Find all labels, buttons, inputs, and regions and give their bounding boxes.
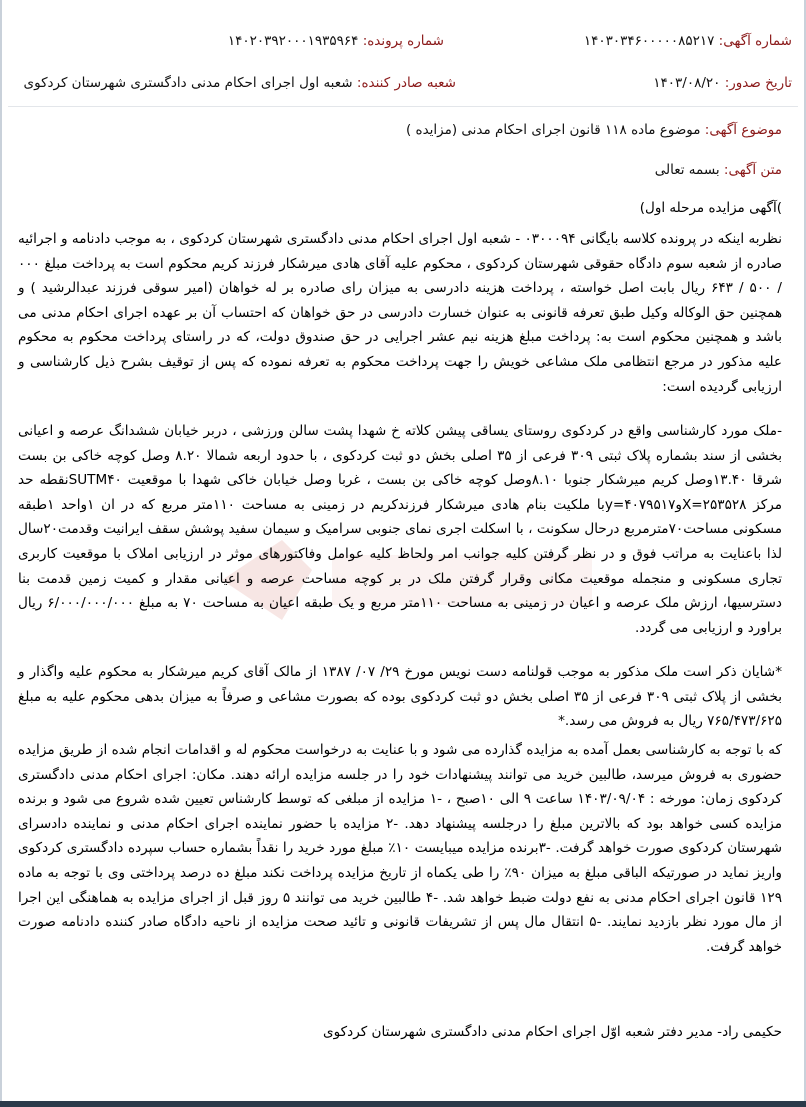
case-number-label: شماره پرونده: bbox=[362, 33, 444, 49]
issuer-value: شعبه اول اجرای احکام مدنی دادگستری شهرستان کردکوی bbox=[23, 75, 353, 91]
subject-line bbox=[406, 118, 782, 142]
paragraph-auction-terms bbox=[18, 738, 782, 959]
bottom-bar bbox=[0, 1101, 806, 1107]
header-row-issue bbox=[0, 70, 804, 96]
issue-date-label: تاریخ صدور: bbox=[724, 75, 792, 91]
signature-text: حکیمی راد- مدیر دفتر شعبه اوّل اجرای احکام مدنی دادگستری شهرستان کردکوی bbox=[323, 1024, 782, 1040]
paragraph-property bbox=[18, 419, 782, 640]
issue-date-value: ۱۴۰۳/۰۸/۲۰ bbox=[653, 75, 721, 91]
paragraph-text: *شایان ذکر است ملک مذکور به موجب قولنامه دست نویس مورخ ۲۹/ ۰۷/ ۱۳۸۷ از مالک آقای کریم میرشکار به محکوم علیه واگذار و بخشی از پلاک ثبتی ۳۰۹ فرعی از ۳۵ اصلی بخش دو ثبت کردکوی بوده که بصورت مشاعی و صرفاً به میزان بدهی محکوم علیه به مبلغ ۷۶۵/۴۷۳/۶۲۵ ریال به فروش می رسد.* bbox=[18, 664, 783, 730]
paragraph-text: -ملک مورد کارشناسی واقع در کردکوی روستای یساقی پیشن کلاته خ شهدا پشت سالن ورزشی ، دربر خیابان ششدانگ عرصه و اعیانی بخشی از سند بشماره پلاک ثبتی ۳۰۹ فرعی از ۳۵ اصلی بخش دو ثبت کردکوی ، با حدود اربعه شمالا ۸.۲۰ وصل کوچه خاکی بن بست شرقا ۱۳.۴۰وصل کریم میرشکار جنوبا ۸.۱۰وصل کوچه خاکی بن بست ، غربا وصل خیابان خاکی شهدا با موقعیت SUTM۴۰نقطه حد مرکز X=۲۵۳۵۲۸وy=۴۰۷۹۵۱۷با ملکیت بنام هادی میرشکار فرزندکریم در زمینی به مساحت ۱۱۰متر مربع که در ان ۱واحد ۱طبقه مسکونی مساحت۷۰مترمربع درحال سکونت ، با اسکلت اجری نمای جنوبی سرامیک و سیمان سفید پوشش سقف ایرانیت وقدمت۲۰سال لذا باعنایت به مراتب فوق و در نظر گرفتن کلیه جوانب امر ولحاظ کلیه عوامل وفاکتورهای موثر در ارزیابی املاک با موقعیت کاربری تجاری مسکونی و منجمله موقعیت مکانی وقرار گرفتن ملک در بر کوچه مساحت عرصه و اعیانی مقدار و کمیت زمین قدمت بنا دسترسیها، ارزش ملک عرصه و اعیان در زمینی به مساحت ۱۱۰متر مربع و یک طبقه اعیان به مساحت ۷۰ به مبلغ ۶/۰۰۰/۰۰۰/۰۰۰ ریال براورد و ارزیابی می گردد. bbox=[18, 423, 783, 636]
case-number-value: ۱۴۰۲۰۳۹۲۰۰۰۱۹۳۵۹۶۴ bbox=[227, 33, 359, 49]
text-intro-label: متن آگهی: bbox=[723, 162, 782, 178]
text-intro-value: بسمه تعالی bbox=[654, 162, 720, 178]
paragraph-text: نظربه اینکه در پرونده کلاسه بایگانی ۰۳۰۰۰۹۴ - شعبه اول اجرای احکام مدنی دادگستری شهرستان کردکوی ، به موجب دادنامه و اجرائیه صادره از شعبه سوم دادگاه حقوقی شهرستان کردکوی ، محکوم علیه آقای هادی میرشکار فرزند کریم محکوم است به پرداخت مبلغ ۰۰۰ / ۵۰۰ / ۶۴۳ ریال بابت اصل خواسته ، پرداخت هزینه دادرسی به میزان رای صادره بر له خواهان (امیر سوقی فرزند عبدالرشید ) و همچنین حق الوکاله وکیل طبق تعرفه قانونی به عنوان خسارت دادرسی در حق خواهان که احتساب آن بر عهده اجرای احکام مدنی می باشد و همچنین محکوم است به: پرداخت مبلغ هزینه نیم عشر اجرایی در حق صندوق دولت، که در راستای پرداخت محکوم به محکوم علیه مذکور در مرجع انتظامی ملک مشاعی خویش را جهت پرداخت محکوم به تعرفه نموده که پس از توقیف بشرح ذیل کارشناسی و ارزیابی گردیده است: bbox=[18, 231, 782, 395]
notice-number bbox=[584, 28, 792, 54]
paragraph-intro bbox=[18, 227, 782, 399]
case-number bbox=[228, 28, 444, 54]
subject-value: موضوع ماده ۱۱۸ قانون اجرای احکام مدنی (مزایده ) bbox=[405, 122, 701, 138]
issuer bbox=[24, 70, 456, 96]
subject-label: موضوع آگهی: bbox=[704, 122, 782, 138]
paragraph-note bbox=[18, 660, 782, 734]
notice-number-value: ۱۴۰۳۰۳۴۶۰۰۰۰۰۸۵۲۱۷ bbox=[583, 33, 715, 49]
divider bbox=[8, 106, 798, 107]
issuer-label: شعبه صادر کننده: bbox=[356, 75, 456, 91]
signature-line bbox=[18, 1020, 782, 1045]
header-row-numbers bbox=[0, 28, 804, 54]
paragraph-text: که با توجه به کارشناسی بعمل آمده به مزایده گذارده می شود و با عنایت به درخواست محکوم له و اقدامات انجام شده از طریق مزایده حضوری به فروش میرسد، طالبین خرید می توانند پیشنهادات خود را در جلسه مزایده ارائه دهند. مکان: اجرای احکام مدنی دادگستری کردکوی زمان: مورخه : ۱۴۰۳/۰۹/۰۴ ساعت ۹ الی ۱۰صبح ، -۱ مزایده از مبلغی که توسط کارشناس تعیین شده شروع می شود و برنده مزایده کسی خواهد بود که بالاترین مبلغ را درجلسه پیشنهاد دهد. -۲ مزایده با حضور نماینده اجرای احکام مدنی و نماینده دادسرای شهرستان کردکوی صورت خواهد گرفت. -۳برنده مزایده میبایست ۱۰٪ مبلغ مورد خرید را نقداً بشماره حساب سپرده دادگستری کردکوی واریز نماید در صورتیکه الباقی مبلغ به میزان ۹۰٪ را طی یکماه از تاریخ مزایده پرداخت نکند مبلغ ده درصد پرداختی وی با توجه به ماده ۱۲۹ قانون اجرای احکام مدنی به نفع دولت ضبط خواهد شد. -۴ طالبین خرید می توانند ۵ روز قبل از اجرای مزایده به هماهنگی این اجرا از مال مورد نظر بازدید نمایند. -۵ انتقال مال پس از تشریفات قانونی و تائید صحت مزایده از ناحیه دادگاه صادر کننده دادنامه صورت خواهد گرفت. bbox=[18, 742, 783, 955]
issue-date bbox=[653, 70, 792, 96]
notice-number-label: شماره آگهی: bbox=[718, 33, 792, 49]
text-intro-line bbox=[655, 158, 782, 182]
notice-heading: )آگهی مزایده مرحله اول) bbox=[639, 200, 782, 216]
